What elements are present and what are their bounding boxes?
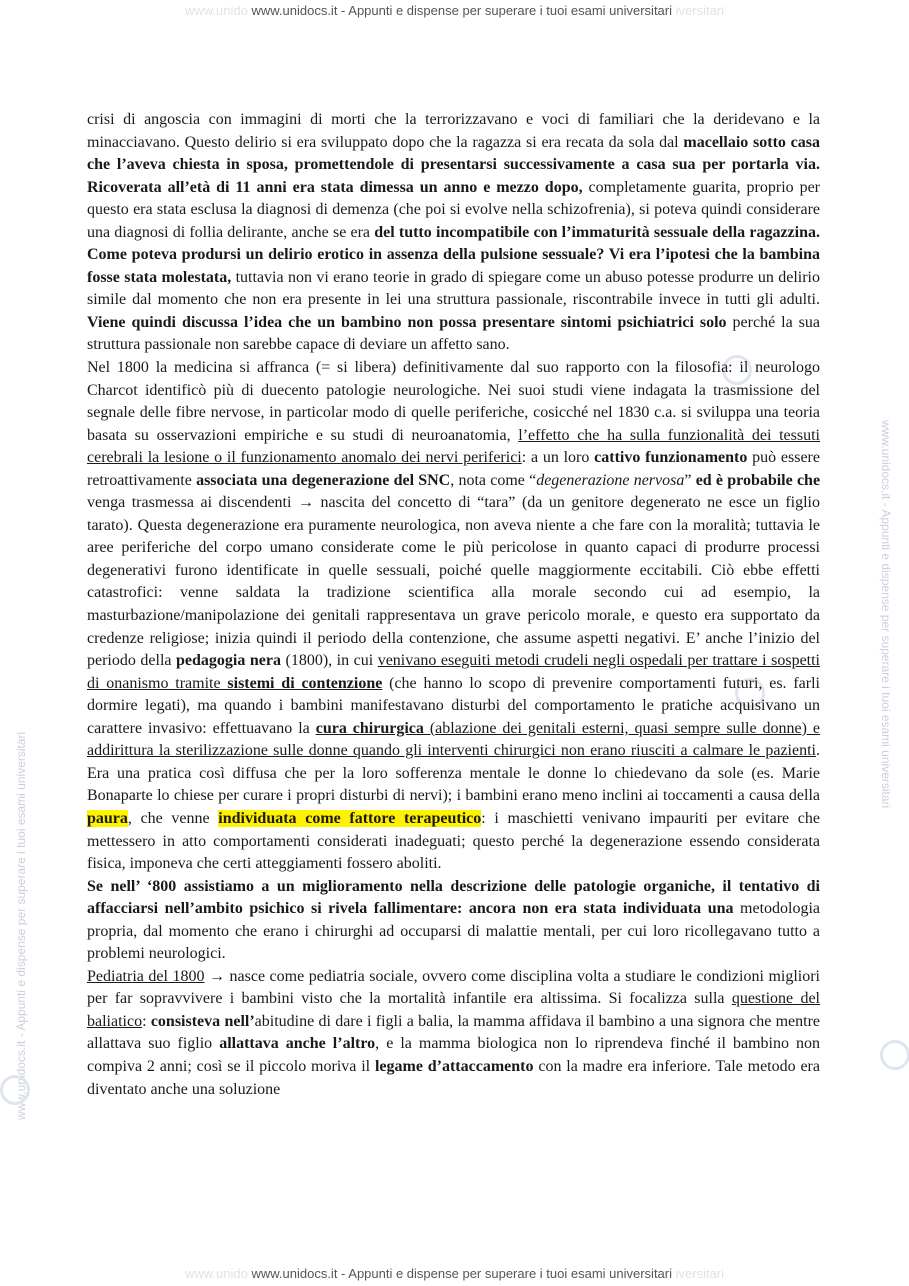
text-run: perché la sua struttura passionale non sarebbe capace di deviare un affetto sano. <box>87 313 821 354</box>
text-run: completamente guarita, proprio per questo era stata esclusa la diagnosi di demenza (che poi si evolve nella schizofrenia), si poteva quindi considerare una diagnosi di follia delirante, anche se era <box>87 178 821 241</box>
text-run: : <box>142 1012 151 1030</box>
text-run: . Era una pratica così diffusa che per la loro sofferenza mentale le donne lo chiedevano da sole (es. Marie Bonaparte lo chiese per curare i propri disturbi di nervi); i bambini erano meno inclini ai toccamenti a causa della <box>87 742 820 805</box>
text-run: macellaio sotto casa che l’aveva chiesta in sposa, promettendole di presentarsi successivamente a casa sua per portarla via. Ricoverata all’età di 11 anni era stata dimessa un anno e mezzo dopo, <box>87 133 820 196</box>
paragraph <box>87 966 820 1101</box>
text-run: , nota come “ <box>450 471 537 489</box>
text-run: del tutto incompatibile con l’immaturità sessuale della ragazzina. Come poteva prodursi un delirio erotico in assenza della pulsione sessuale? Vi era l’ipotesi che la bambina fosse stata molestata, <box>87 223 821 286</box>
side-watermark-left: www.unidocs.it - Appunti e dispense per superare i tuoi esami universitari <box>14 731 28 1120</box>
header-watermark <box>0 3 909 18</box>
text-run: : i maschietti venivano impauriti per evitare che mettessero in atto comportamenti considerati inadeguati; questo perché la degenerazione essendo considerata fisica, imponeva che certi atteggiamenti fossero aboliti. <box>87 809 821 873</box>
text-run: pedagogia nera <box>176 652 281 670</box>
text-run: abitudine di dare i figli a balia, la mamma affidava il bambino a una signora che mentre allattava suo figlio <box>87 1012 820 1053</box>
text-run: (ablazione dei genitali esterni, quasi sempre sulle donne) e addirittura la sterilizzazione sulle donne quando gli interventi chirurgici non erano riusciti a calmare le pazienti <box>87 719 821 760</box>
header-faint-left: www.unido <box>184 3 248 18</box>
text-run: crisi di angoscia con immagini di morti che la terrorizzavano e voci di familiari che la deridevano e la minacciavano. Questo delirio si era sviluppato dopo che la ragazza si era recata da sola dal <box>87 111 820 151</box>
paragraph <box>87 109 820 357</box>
text-run: venga trasmessa ai discendenti → nascita del concetto di “tara” (da un genitore degenerato ne esce un figlio tarato). Questa degenerazione era puramente neurologica, non aveva niente a che fare con la moralità; tuttavia le aree periferiche del corpo umano considerate come le più pericolose in quanto capaci di produrre processi degenerativi furono identificate in quelle sessuali, poiché quelle maggiormente eccitabili. Ciò ebbe effetti catastrofici: venne saldata la tradizione scientifica alla morale secondo cui ad esempio, la masturbazione/manipolazione dei genitali rappresentava un grave pericolo morale, e questo era supportato da credenze religiose; inizia quindi il periodo della contenzione, che assume aspetti negativi. E’ anche l’inizio del periodo della <box>87 494 820 670</box>
footer-watermark-text: www.unidocs.it - Appunti e dispense per superare i tuoi esami universitari <box>251 1266 672 1281</box>
text-run: Se nell’ ‘800 assistiamo a un miglioramento nella descrizione delle patologie organiche, il tentativo di affacciarsi nell’ambito psichico si rivela fallimentare: ancora non era stata individuata una <box>87 877 820 918</box>
text-run: degenerazione nervosa <box>536 471 685 489</box>
text-run: Viene quindi discussa l’idea che un bambino non possa presentare sintomi psichiatrici solo <box>87 313 727 331</box>
text-run: Nel 1800 la medicina si affranca (= si libera) definitivamente dal suo rapporto con la filosofia: il neurologo Charcot identificò più di duecento patologie neurologiche. Nei suoi studi viene indagata la trasmissione del segnale delle fibre nervose, in particolar modo di quelle periferiche, cosicché nel 1830 c.a. si sviluppa una teoria basata su osservazioni empiriche e su studi di neuroanatomia, <box>87 359 820 444</box>
watermark-logo-icon <box>0 1075 30 1105</box>
text-run: tuttavia non vi erano teorie in grado di spiegare come un abuso potesse produrre un delirio simile dal momento che non era presente in lei una struttura passionale, riscontrabile invece in tutti gli adulti. <box>87 268 820 309</box>
text-run: ” <box>684 471 696 489</box>
text-run: , che venne <box>127 809 219 827</box>
text-run: questione del baliatico <box>87 990 820 1030</box>
footer-watermark <box>0 1266 909 1281</box>
paragraph <box>87 876 820 966</box>
header-watermark-text: www.unidocs.it - Appunti e dispense per superare i tuoi esami universitari <box>251 3 672 18</box>
text-run: , e la mamma biologica non lo riprendeva finché il bambino non compiva 2 anni; così se il piccolo moriva il <box>87 1035 821 1075</box>
text-run: individuata come fattore terapeutico <box>218 809 482 827</box>
text-run: allattava anche l’altro <box>219 1035 376 1053</box>
text-run: legame d’attaccamento <box>374 1057 534 1075</box>
text-run: → nasce come pediatria sociale, ovvero come disciplina volta a studiare le condizioni migliori per far sopravvivere i bambini visto che la mortalità infantile era altissima. Si focalizza sulla <box>87 967 820 1008</box>
paragraph <box>87 357 820 876</box>
text-run: (che hanno lo scopo di prevenire comportamenti futuri, es. farli dormire legati), ma quando i bambini manifestavano disturbi del comportamento le pratiche acquisivano un carattere invasivo: effettuavano la <box>87 674 821 737</box>
watermark-logo-icon <box>880 1040 909 1070</box>
document-body <box>87 109 820 1101</box>
text-run: cattivo funzionamento <box>594 449 748 467</box>
text-run: : a un loro <box>521 449 595 467</box>
text-run: metodologia propria, dal momento che erano i chirurghi ad occuparsi di malattie mentali, per cui loro ricollegavano tutto a problemi neurologici. <box>87 900 821 963</box>
text-run: Pediatria del 1800 <box>87 967 205 985</box>
text-run: (1800), in cui <box>280 652 378 670</box>
footer-faint-left: www.unido <box>184 1266 248 1281</box>
header-faint-right: iversitari <box>675 3 725 18</box>
text-run: può essere retroattivamente <box>87 449 820 489</box>
text-run: cura chirurgica <box>315 719 424 737</box>
side-watermark-right: www.unidocs.it - Appunti e dispense per superare i tuoi esami universitari <box>879 420 893 809</box>
text-run: paura <box>87 809 128 827</box>
text-run: associata una degenerazione del SNC <box>196 471 451 489</box>
text-run: venivano eseguiti metodi crudeli negli ospedali per trattare i sospetti di onanismo tramite <box>87 652 821 692</box>
text-run: con la madre era inferiore. Tale metodo era diventato anche una soluzione <box>87 1057 820 1098</box>
footer-faint-right: iversitari <box>675 1266 725 1281</box>
text-run: consisteva nell’ <box>150 1012 255 1030</box>
text-run: ed è probabile che <box>695 471 821 489</box>
text-run: l’effetto che ha sulla funzionalità dei tessuti cerebrali la lesione o il funzionamento anomalo dei nervi periferici <box>87 426 821 467</box>
text-run: sistemi di contenzione <box>227 674 383 692</box>
